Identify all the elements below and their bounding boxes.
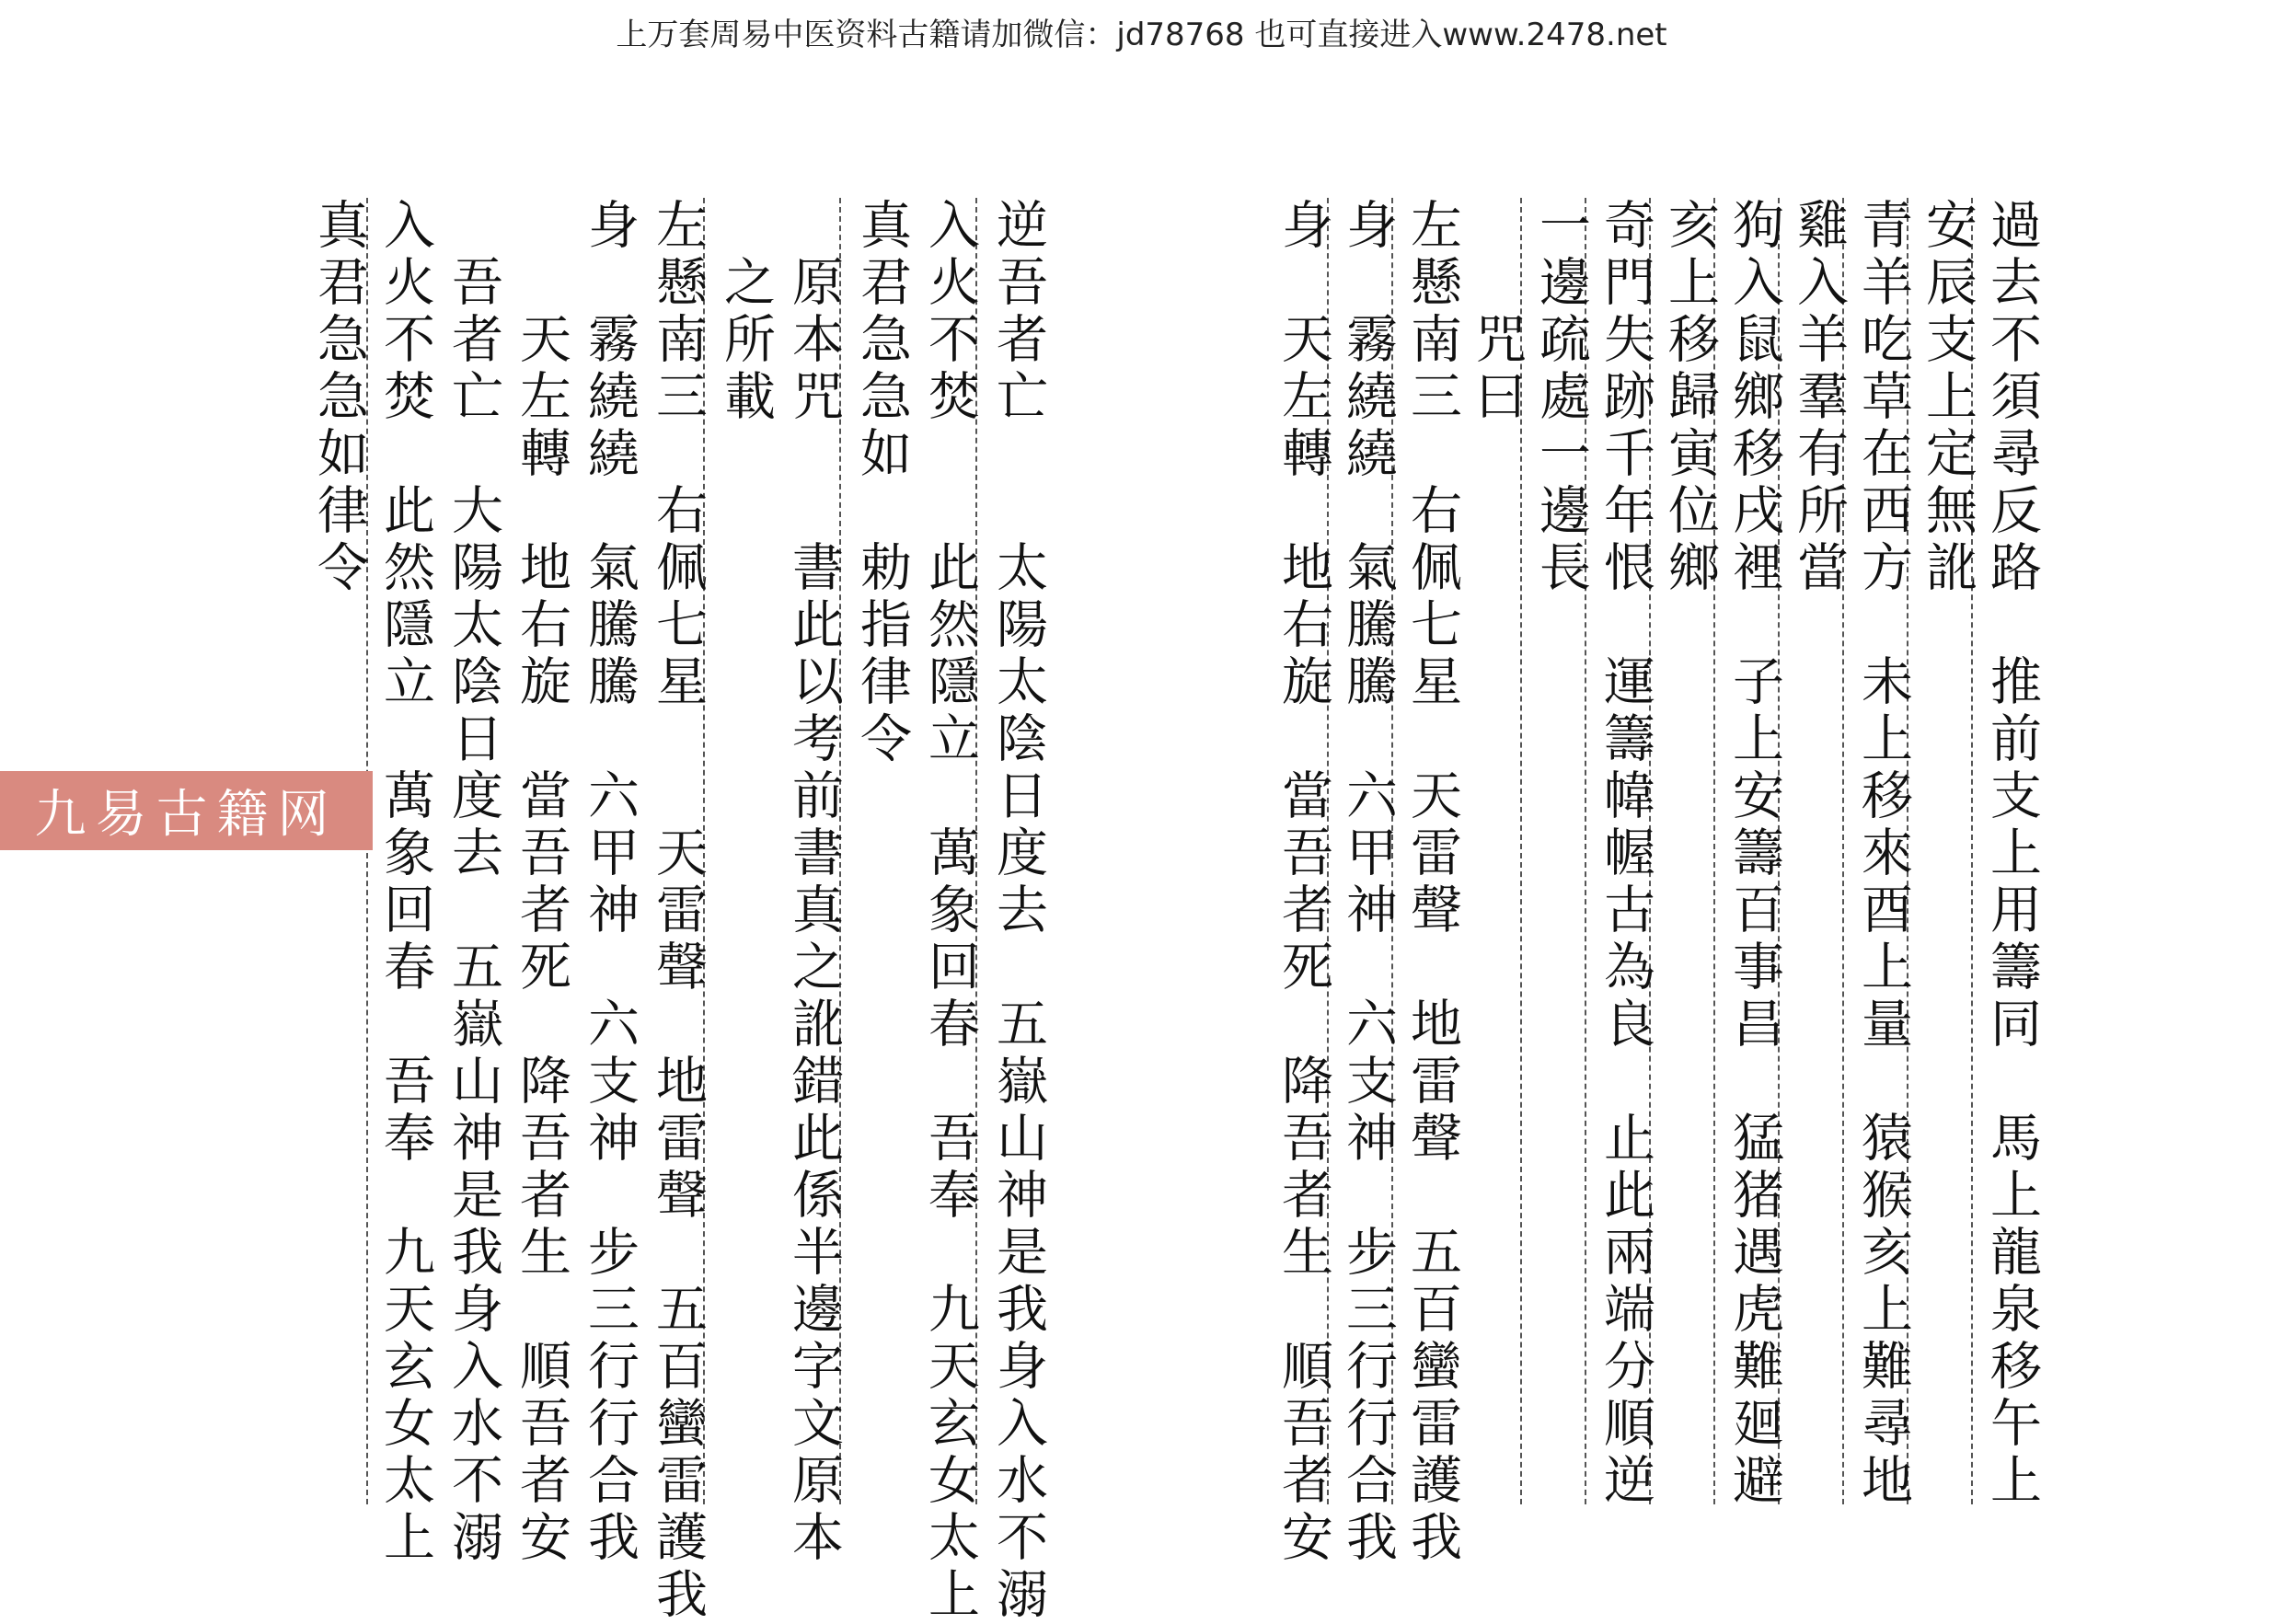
text-column: 逆吾者亡 太陽太陰日度去 五嶽山神是我身入水不溺 bbox=[988, 198, 1048, 1624]
source-banner: 上万套周易中医资料古籍请加微信：jd78768 也可直接进入www.2478.net bbox=[616, 17, 1667, 53]
text-column: 入火不焚 此然隱立 萬象回春 吾奉 九天玄女太上 bbox=[375, 198, 435, 1567]
text-column: 入火不焚 此然隱立 萬象回春 吾奉 九天玄女太上 bbox=[920, 198, 980, 1624]
text-column: 一邊疏處一邊長 bbox=[1531, 198, 1591, 597]
text-column: 青羊吃草在西方 未上移來酉上量 猿猴亥上難尋地 bbox=[1853, 198, 1913, 1510]
text-column: 狗入鼠鄉移戌裡 子上安籌百事昌 猛猪遇虎難廻避 bbox=[1724, 198, 1784, 1510]
text-column: 左懸南三 右佩七星 天雷聲 地雷聲 五百蠻雷護我 bbox=[1402, 198, 1462, 1567]
text-column: 咒曰 bbox=[1467, 198, 1527, 426]
text-column: 原本咒 書此以考前書真之訛錯此係半邊字文原本 bbox=[784, 198, 844, 1567]
text-column: 吾者亡 大陽太陰日度去 五嶽山神是我身入水不溺 bbox=[444, 198, 503, 1567]
text-column: 亥上移歸寅位鄉 bbox=[1660, 198, 1720, 597]
text-column: 雞入羊羣有所當 bbox=[1789, 198, 1849, 597]
site-watermark: 九易古籍网 bbox=[0, 771, 373, 850]
text-column: 身 霧繞繞 氣騰騰 六甲神 六支神 步三行行合我 bbox=[1338, 198, 1398, 1567]
text-column: 左懸南三 右佩七星 天雷聲 地雷聲 五百蠻雷護我 bbox=[648, 198, 708, 1624]
left-page bbox=[304, 198, 1058, 1624]
text-column: 真君急急如律令 bbox=[309, 198, 369, 597]
text-column: 過去不須尋反路 推前支上用籌同 馬上龍泉移午上 bbox=[1982, 198, 2042, 1510]
text-column: 身 天左轉 地右旋 當吾者死 降吾者生 順吾者安 bbox=[1274, 198, 1333, 1567]
text-column: 安辰支上定無訛 bbox=[1918, 198, 1977, 597]
text-column: 之所載 bbox=[716, 198, 776, 426]
text-column: 真君急急如 勅指律令 bbox=[852, 198, 912, 768]
text-column: 身 霧繞繞 氣騰騰 六甲神 六支神 步三行行合我 bbox=[580, 198, 640, 1567]
text-column: 天左轉 地右旋 當吾者死 降吾者生 順吾者安 bbox=[512, 198, 571, 1567]
right-page bbox=[1242, 198, 2052, 1567]
text-column: 奇門失跡千年恨 運籌幃幄古為良 止此兩端分順逆 bbox=[1596, 198, 1655, 1510]
